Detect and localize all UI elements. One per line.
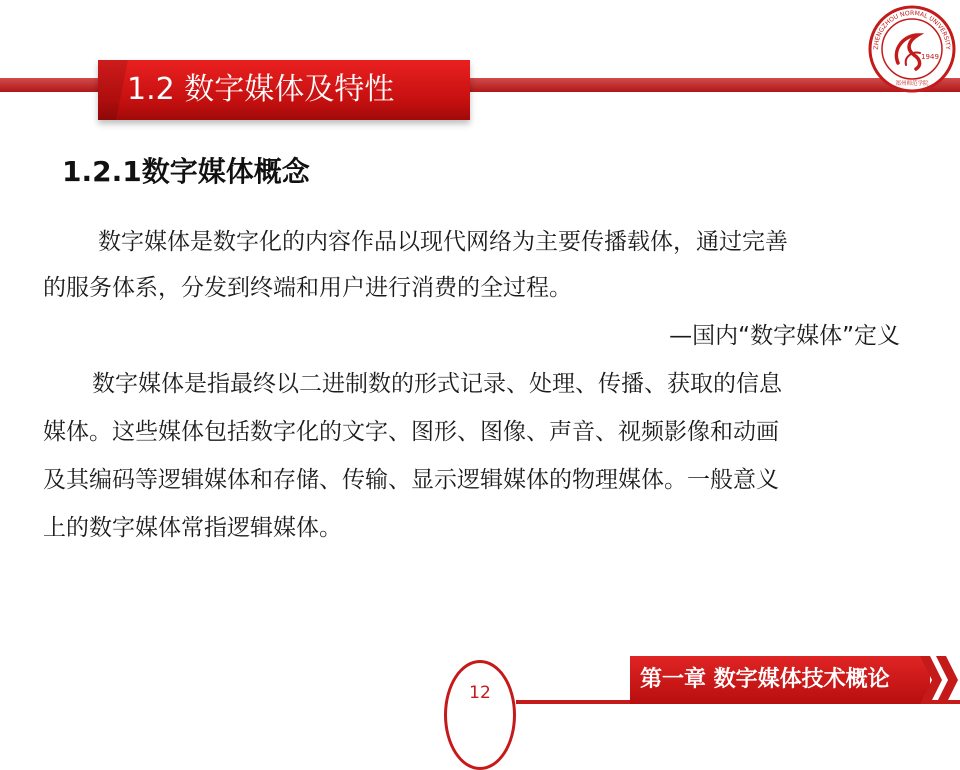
logo-year: 1949: [921, 53, 939, 61]
paragraph1-line: 的服务体系，分发到终端和用户进行消费的全过程。: [43, 275, 572, 301]
paragraph2-line: 数字媒体是指最终以二进制数的形式记录、处理、传播、获取的信息: [92, 371, 782, 397]
paragraph2-line: 上的数字媒体常指逻辑媒体。: [43, 515, 342, 541]
page-number-arc: [444, 660, 516, 770]
definition-attribution: —国内“数字媒体”定义: [669, 323, 900, 349]
chapter-title: 第一章 数字媒体技术概论: [640, 667, 890, 692]
logo-seal-text: 郑州师范学院: [895, 81, 929, 87]
page-number: 12: [469, 683, 491, 703]
paragraph2-line: 及其编码等逻辑媒体和存储、传输、显示逻辑媒体的物理媒体。一般意义: [43, 467, 779, 493]
section-subtitle: 1.2.1数字媒体概念: [62, 155, 310, 188]
logo-arc-text: ZHENGZHOU NORMAL UNIVERSITY: [872, 9, 952, 50]
paragraph2-line: 媒体。这些媒体包括数字化的文字、图形、图像、声音、视频影像和动画: [43, 419, 779, 445]
paragraph1-line: 数字媒体是数字化的内容作品以现代网络为主要传播载体，通过完善: [98, 229, 788, 255]
university-logo: [868, 5, 956, 93]
page-title: 1.2 数字媒体及特性: [127, 72, 395, 107]
double-chevron-icon: [920, 656, 960, 704]
